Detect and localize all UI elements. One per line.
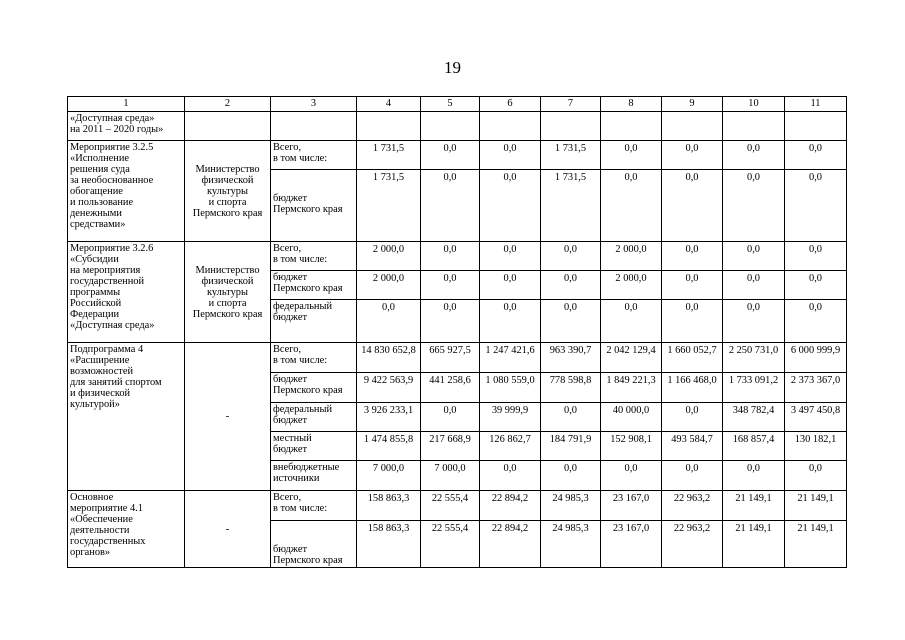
value-cell: 963 390,7 — [541, 343, 601, 373]
value-cell: 1 849 221,3 — [601, 373, 662, 403]
value-cell: 21 149,1 — [723, 521, 785, 568]
column-header-11: 11 — [785, 97, 847, 112]
value-cell: 1 733 091,2 — [723, 373, 785, 403]
row-label: Основное мероприятие 4.1 «Обеспечение деятельности государственных органов» — [68, 491, 185, 568]
value-cell: 0,0 — [785, 271, 847, 300]
value-cell: 0,0 — [541, 403, 601, 432]
row-label: Мероприятие 3.2.5 «Исполнение решения суда за необоснованное обогащение и пользование денежными средствами» — [68, 141, 185, 242]
value-cell: 0,0 — [785, 300, 847, 343]
funding-source: местный бюджет — [271, 432, 357, 461]
value-cell: 2 000,0 — [601, 242, 662, 271]
funding-source: Всего, в том числе: — [271, 242, 357, 271]
empty-cell — [271, 112, 357, 141]
funding-source: внебюджетные источники — [271, 461, 357, 491]
value-cell: 2 250 731,0 — [723, 343, 785, 373]
funding-source: Всего, в том числе: — [271, 491, 357, 521]
value-cell: 1 731,5 — [357, 170, 421, 242]
value-cell: 7 000,0 — [421, 461, 480, 491]
value-cell: 217 668,9 — [421, 432, 480, 461]
value-cell: 0,0 — [662, 141, 723, 170]
value-cell: 0,0 — [541, 271, 601, 300]
value-cell: 441 258,6 — [421, 373, 480, 403]
value-cell: 0,0 — [601, 300, 662, 343]
value-cell: 2 000,0 — [601, 271, 662, 300]
value-cell: 1 731,5 — [541, 141, 601, 170]
value-cell: 0,0 — [662, 461, 723, 491]
value-cell: 23 167,0 — [601, 521, 662, 568]
value-cell: 130 182,1 — [785, 432, 847, 461]
executor-cell: Министерство физической культуры и спорта Пермского края — [185, 242, 271, 343]
funding-source: бюджет Пермского края — [271, 373, 357, 403]
column-header-7: 7 — [541, 97, 601, 112]
budget-table — [67, 96, 847, 568]
value-cell: 39 999,9 — [480, 403, 541, 432]
value-cell: 0,0 — [601, 170, 662, 242]
funding-source: федеральный бюджет — [271, 403, 357, 432]
value-cell: 0,0 — [480, 271, 541, 300]
value-cell: 6 000 999,9 — [785, 343, 847, 373]
value-cell: 126 862,7 — [480, 432, 541, 461]
value-cell: 0,0 — [421, 300, 480, 343]
page-number: 19 — [444, 58, 461, 77]
funding-source: Всего, в том числе: — [271, 343, 357, 373]
value-cell: 24 985,3 — [541, 521, 601, 568]
value-cell: 0,0 — [541, 242, 601, 271]
value-cell: 21 149,1 — [785, 521, 847, 568]
value-cell: 0,0 — [480, 300, 541, 343]
executor-cell: Министерство физической культуры и спорта Пермского края — [185, 141, 271, 242]
value-cell: 0,0 — [421, 141, 480, 170]
value-cell: 2 000,0 — [357, 271, 421, 300]
value-cell: 24 985,3 — [541, 491, 601, 521]
value-cell: 22 894,2 — [480, 491, 541, 521]
value-cell: 1 166 468,0 — [662, 373, 723, 403]
value-cell: 158 863,3 — [357, 521, 421, 568]
empty-cell — [541, 112, 601, 141]
value-cell: 158 863,3 — [357, 491, 421, 521]
value-cell: 778 598,8 — [541, 373, 601, 403]
value-cell: 0,0 — [723, 170, 785, 242]
value-cell: 348 782,4 — [723, 403, 785, 432]
empty-cell — [185, 112, 271, 141]
value-cell: 40 000,0 — [601, 403, 662, 432]
value-cell: 0,0 — [723, 271, 785, 300]
value-cell: 0,0 — [421, 403, 480, 432]
value-cell: 0,0 — [723, 242, 785, 271]
column-header-10: 10 — [723, 97, 785, 112]
value-cell: 0,0 — [357, 300, 421, 343]
funding-source: бюджет Пермского края — [271, 521, 357, 568]
value-cell: 0,0 — [723, 461, 785, 491]
value-cell: 22 963,2 — [662, 521, 723, 568]
value-cell: 7 000,0 — [357, 461, 421, 491]
value-cell: 152 908,1 — [601, 432, 662, 461]
row-label: «Доступная среда» на 2011 – 2020 годы» — [68, 112, 185, 141]
value-cell: 22 555,4 — [421, 491, 480, 521]
funding-source: бюджет Пермского края — [271, 170, 357, 242]
value-cell: 1 247 421,6 — [480, 343, 541, 373]
funding-source: федеральный бюджет — [271, 300, 357, 343]
value-cell: 0,0 — [601, 141, 662, 170]
table-row — [68, 491, 847, 521]
value-cell: 1 731,5 — [541, 170, 601, 242]
value-cell: 2 000,0 — [357, 242, 421, 271]
empty-cell — [357, 112, 421, 141]
column-header-6: 6 — [480, 97, 541, 112]
empty-cell — [421, 112, 480, 141]
value-cell: 22 963,2 — [662, 491, 723, 521]
empty-cell — [785, 112, 847, 141]
empty-cell — [723, 112, 785, 141]
column-header-3: 3 — [271, 97, 357, 112]
funding-source: бюджет Пермского края — [271, 271, 357, 300]
value-cell: 0,0 — [421, 242, 480, 271]
value-cell: 2 042 129,4 — [601, 343, 662, 373]
value-cell: 0,0 — [421, 170, 480, 242]
value-cell: 1 660 052,7 — [662, 343, 723, 373]
table-row — [68, 343, 847, 373]
value-cell: 3 497 450,8 — [785, 403, 847, 432]
table-row — [68, 141, 847, 170]
value-cell: 0,0 — [541, 461, 601, 491]
empty-cell — [601, 112, 662, 141]
value-cell: 0,0 — [541, 300, 601, 343]
value-cell: 0,0 — [480, 242, 541, 271]
value-cell: 21 149,1 — [785, 491, 847, 521]
value-cell: 0,0 — [785, 461, 847, 491]
value-cell: 0,0 — [662, 242, 723, 271]
value-cell: 184 791,9 — [541, 432, 601, 461]
value-cell: 0,0 — [662, 300, 723, 343]
value-cell: 23 167,0 — [601, 491, 662, 521]
value-cell: 0,0 — [785, 170, 847, 242]
value-cell: 1 731,5 — [357, 141, 421, 170]
table-row — [68, 242, 847, 271]
column-header-5: 5 — [421, 97, 480, 112]
value-cell: 0,0 — [785, 141, 847, 170]
value-cell: 21 149,1 — [723, 491, 785, 521]
value-cell: 0,0 — [785, 242, 847, 271]
value-cell: 22 555,4 — [421, 521, 480, 568]
column-header-9: 9 — [662, 97, 723, 112]
value-cell: 0,0 — [723, 300, 785, 343]
value-cell: 0,0 — [723, 141, 785, 170]
value-cell: 3 926 233,1 — [357, 403, 421, 432]
column-header-2: 2 — [185, 97, 271, 112]
executor-cell: - — [185, 343, 271, 491]
value-cell: 1 474 855,8 — [357, 432, 421, 461]
value-cell: 0,0 — [662, 403, 723, 432]
value-cell: 1 080 559,0 — [480, 373, 541, 403]
value-cell: 0,0 — [480, 461, 541, 491]
value-cell: 493 584,7 — [662, 432, 723, 461]
row-label: Подпрограмма 4 «Расширение возможностей для занятий спортом и физической культурой» — [68, 343, 185, 491]
value-cell: 22 894,2 — [480, 521, 541, 568]
value-cell: 0,0 — [601, 461, 662, 491]
column-header-1: 1 — [68, 97, 185, 112]
value-cell: 9 422 563,9 — [357, 373, 421, 403]
value-cell: 0,0 — [480, 141, 541, 170]
value-cell: 2 373 367,0 — [785, 373, 847, 403]
value-cell: 168 857,4 — [723, 432, 785, 461]
header-row — [68, 97, 847, 112]
value-cell: 0,0 — [662, 271, 723, 300]
empty-cell — [480, 112, 541, 141]
column-header-4: 4 — [357, 97, 421, 112]
value-cell: 0,0 — [480, 170, 541, 242]
empty-cell — [662, 112, 723, 141]
value-cell: 0,0 — [662, 170, 723, 242]
value-cell: 0,0 — [421, 271, 480, 300]
value-cell: 14 830 652,8 — [357, 343, 421, 373]
value-cell: 665 927,5 — [421, 343, 480, 373]
executor-cell: - — [185, 491, 271, 568]
intro-row — [68, 112, 847, 141]
column-header-8: 8 — [601, 97, 662, 112]
funding-source: Всего, в том числе: — [271, 141, 357, 170]
row-label: Мероприятие 3.2.6 «Субсидии на мероприятия государственной программы Российской Федерации «Доступная среда» — [68, 242, 185, 343]
